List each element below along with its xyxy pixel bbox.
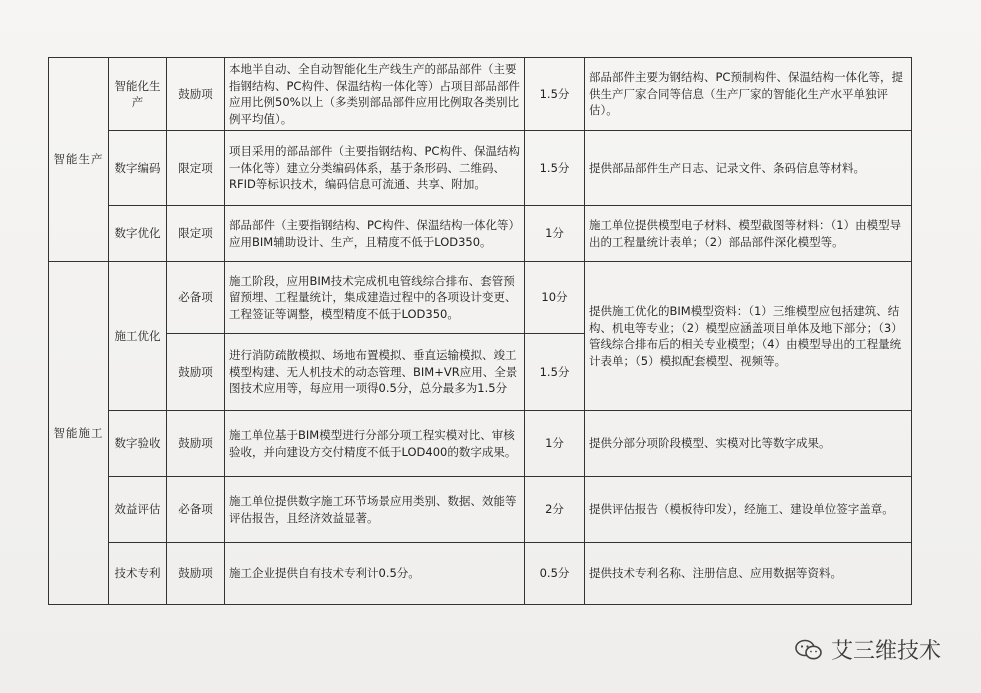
type-cell: 鼓励项 <box>167 334 225 411</box>
requirement-cell: 施工单位基于BIM模型进行分部分项工程实模对比、审核验收，并向建设方交付精度不低于LOD400的数字成果。 <box>225 411 525 477</box>
subcategory-cell: 技术专利 <box>109 543 167 605</box>
requirement-cell: 部品部件（主要指钢结构、PC构件、保温结构一体化等）应用BIM辅助设计、生产，且精度不低于LOD350。 <box>225 206 525 262</box>
requirement-cell: 项目采用的部品部件（主要指钢结构、PC构件、保温结构一体化等）建立分类编码体系，基于条形码、二维码、RFID等标识技术，编码信息可流通、共享、附加。 <box>225 131 525 206</box>
subcategory-cell: 效益评估 <box>109 477 167 543</box>
requirement-cell: 施工企业提供自有技术专利计0.5分。 <box>225 543 525 605</box>
subcategory-cell: 数字验收 <box>109 411 167 477</box>
material-cell: 提供部品部件生产日志、记录文件、条码信息等材料。 <box>585 131 912 206</box>
material-cell: 部品部件主要为钢结构、PC预制构件、保温结构一体化等，提供生产厂家合同等信息（生产厂家的智能化生产水平单独评估）。 <box>585 58 912 131</box>
table-row <box>49 206 912 262</box>
material-cell: 施工单位提供模型电子材料、模型截图等材料：（1）由模型导出的工程量统计表单；（2）部品部件深化模型等。 <box>585 206 912 262</box>
material-cell: 提供施工优化的BIM模型资料：（1）三维模型应包括建筑、结构、机电等专业；（2）模型应涵盖项目单体及地下部分；（3）管线综合排布后的相关专业模型；（4）由模型导出的工程量统计表单；（5）模拟配套模型、视频等。 <box>585 262 912 411</box>
material-cell: 提供评估报告（模板待印发），经施工、建设单位签字盖章。 <box>585 477 912 543</box>
subcategory-cell: 智能化生产 <box>109 58 167 131</box>
score-cell: 2分 <box>525 477 585 543</box>
subcategory-cell: 数字优化 <box>109 206 167 262</box>
score-cell: 1分 <box>525 411 585 477</box>
type-cell: 鼓励项 <box>167 543 225 605</box>
watermark-text: 艾三维技术 <box>831 639 942 664</box>
table-row <box>49 58 912 131</box>
subcategory-cell: 数字编码 <box>109 131 167 206</box>
score-cell: 1分 <box>525 206 585 262</box>
type-cell: 鼓励项 <box>167 411 225 477</box>
score-cell: 1.5分 <box>525 131 585 206</box>
requirement-cell: 进行消防疏散模拟、场地布置模拟、垂直运输模拟、竣工模型构建、无人机技术的动态管理、BIM+VR应用、全景图技术应用等，每应用一项得0.5分，总分最多为1.5分 <box>225 334 525 411</box>
requirement-cell: 施工单位提供数字施工环节场景应用类别、数据、效能等评估报告，且经济效益显著。 <box>225 477 525 543</box>
table-row <box>49 477 912 543</box>
requirement-cell: 施工阶段，应用BIM技术完成机电管线综合排布、套管预留预埋、工程量统计，集成建造过程中的各项设计变更、工程签证等调整，模型精度不低于LOD350。 <box>225 262 525 334</box>
table-row <box>49 262 912 334</box>
requirement-cell: 本地半自动、全自动智能化生产线生产的部品部件（主要指钢结构、PC构件、保温结构一体化等）占项目部品部件应用比例50%以上（多类别部品部件应用比例取各类别比例平均值）。 <box>225 58 525 131</box>
evaluation-table <box>48 57 912 605</box>
wechat-icon <box>795 639 823 661</box>
type-cell: 限定项 <box>167 206 225 262</box>
category-cell: 智能施工 <box>49 262 109 605</box>
subcategory-cell: 施工优化 <box>109 262 167 411</box>
score-cell: 1.5分 <box>525 58 585 131</box>
score-cell: 0.5分 <box>525 543 585 605</box>
type-cell: 鼓励项 <box>167 58 225 131</box>
type-cell: 必备项 <box>167 262 225 334</box>
type-cell: 必备项 <box>167 477 225 543</box>
table-row <box>49 131 912 206</box>
material-cell: 提供分部分项阶段模型、实模对比等数字成果。 <box>585 411 912 477</box>
type-cell: 限定项 <box>167 131 225 206</box>
watermark <box>795 634 941 665</box>
table-row <box>49 543 912 605</box>
material-cell: 提供技术专利名称、注册信息、应用数据等资料。 <box>585 543 912 605</box>
score-cell: 10分 <box>525 262 585 334</box>
table-row <box>49 411 912 477</box>
category-cell: 智能生产 <box>49 58 109 262</box>
score-cell: 1.5分 <box>525 334 585 411</box>
